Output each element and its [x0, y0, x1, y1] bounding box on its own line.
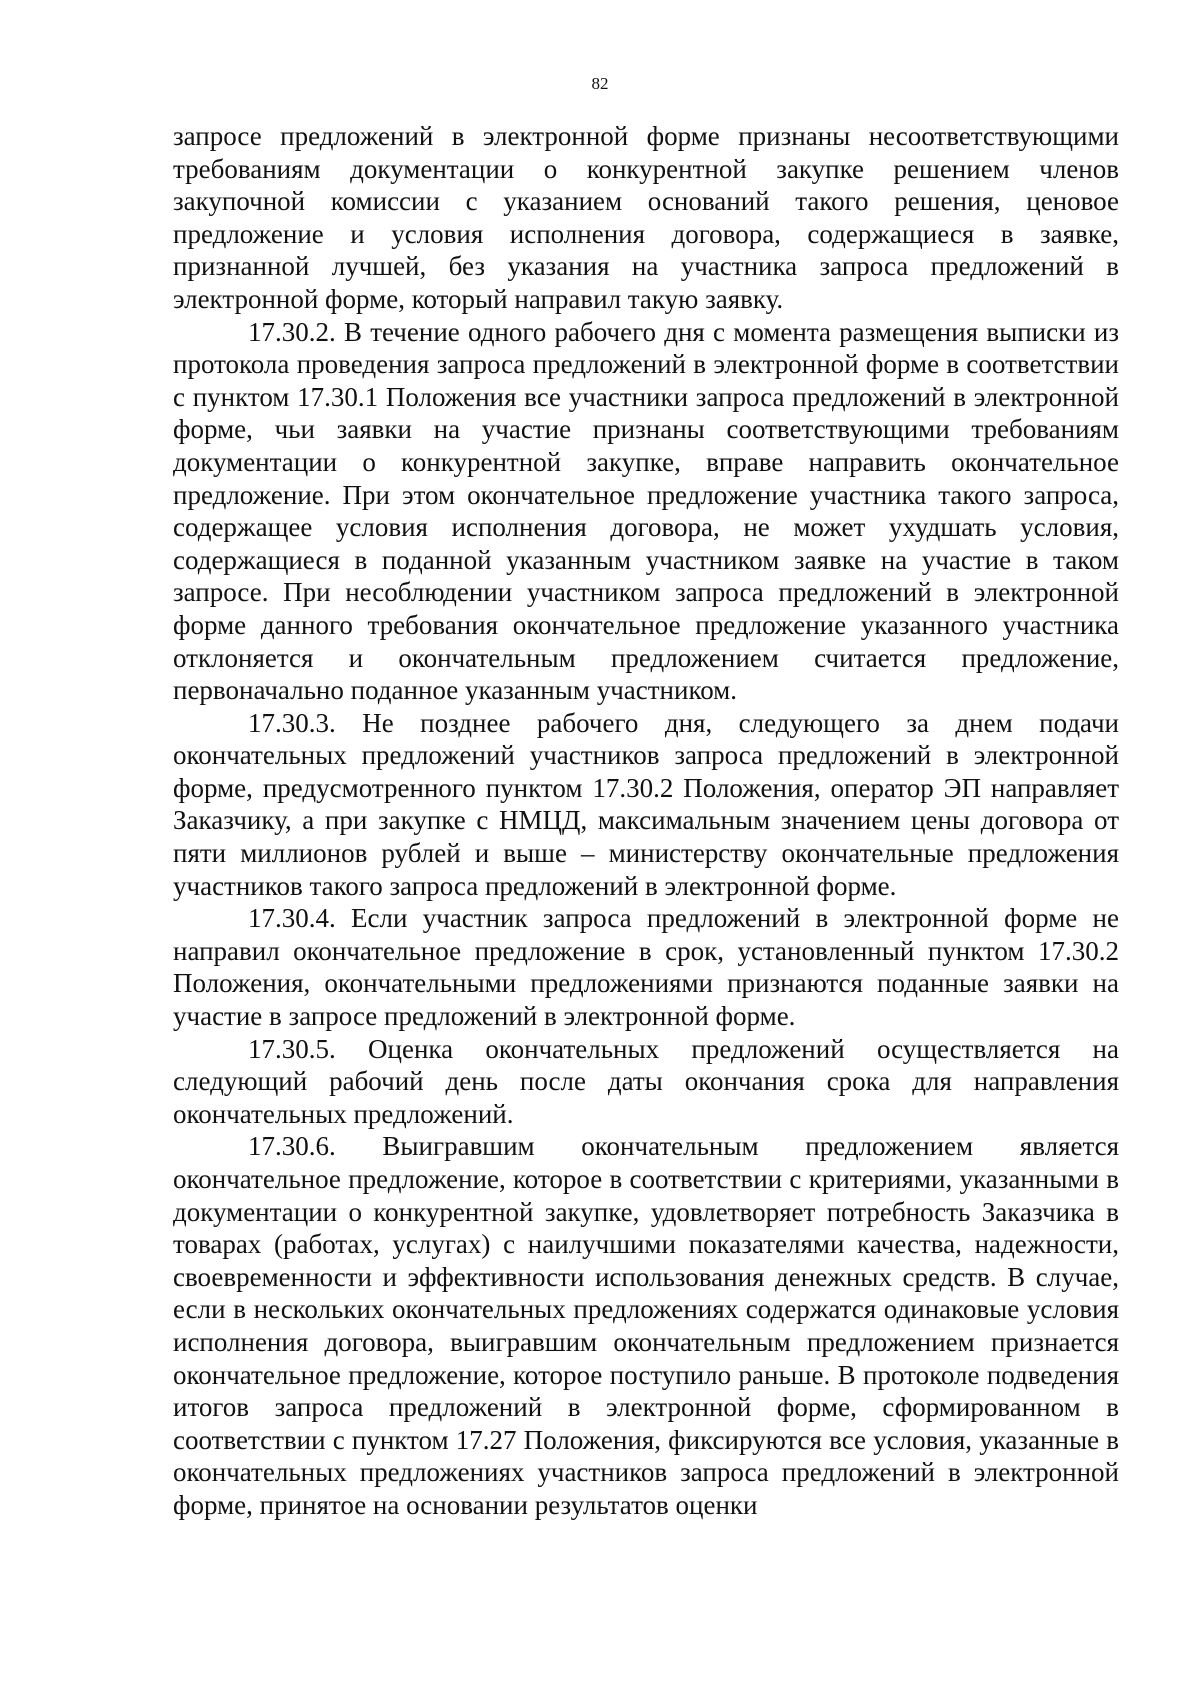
paragraph-17-30-3: 17.30.3. Не позднее рабочего дня, следующего за днем подачи окончательных предложений участников запроса предложений в электронной форме, предусмотренного пунктом 17.30.2 Положения, оператор ЭП направляет Заказчику, а при закупке с НМЦД, максимальным значением цены договора от пяти миллионов рублей и выше – министерству окончательные предложения участников такого запроса предложений в электронной форме.: [173, 707, 1119, 901]
paragraph-17-30-5: 17.30.5. Оценка окончательных предложений осуществляется на следующий рабочий день после даты окончания срока для направления окончательных предложений.: [173, 1033, 1119, 1129]
paragraph-continuation: запросе предложений в электронной форме признаны несоответствующими требованиям документации о конкурентной закупке решением членов закупочной комиссии с указанием оснований такого решения, ценовое предложение и условия исполнения договора, содержащиеся в заявке, признанной лучшей, без указания на участника запроса предложений в электронной форме, который направил такую заявку.: [173, 121, 1119, 314]
paragraph-17-30-6: 17.30.6. Выигравшим окончательным предложением является окончательное предложение, которое в соответствии с критериями, указанными в документации о конкурентной закупке, удовлетворяет потребность Заказчика в товарах (работах, услугах) с наилучшими показателями качества, надежности, своевременности и эффективности использования денежных средств. В случае, если в нескольких окончательных предложениях содержатся одинаковые условия исполнения договора, выигравшим окончательным предложением признается окончательное предложение, которое поступило раньше. В протоколе подведения итогов запроса предложений в электронной форме, сформированном в соответствии с пунктом 17.27 Положения, фиксируются все условия, указанные в окончательных предложениях участников запроса предложений в электронной форме, принятое на основании результатов оценки: [173, 1131, 1119, 1520]
page-number: 82: [591, 74, 609, 93]
paragraph-17-30-4: 17.30.4. Если участник запроса предложений в электронной форме не направил окончательное предложение в срок, установленный пунктом 17.30.2 Положения, окончательными предложениями признаются поданные заявки на участие в запросе предложений в электронной форме.: [173, 903, 1119, 1032]
document-body: [173, 120, 1119, 1522]
paragraph-17-30-2: 17.30.2. В течение одного рабочего дня с момента размещения выписки из протокола проведения запроса предложений в электронной форме в соответствии с пунктом 17.30.1 Положения все участники запроса предложений в электронной форме, чьи заявки на участие признаны соответствующими требованиям документации о конкурентной закупке, вправе направить окончательное предложение. При этом окончательное предложение участника такого запроса, содержащее условия исполнения договора, не может ухудшать условия, содержащиеся в поданной указанным участником заявке на участие в таком запросе. При несоблюдении участником запроса предложений в электронной форме данного требования окончательное предложение указанного участника отклоняется и окончательным предложением считается предложение, первоначально поданное указанным участником.: [173, 316, 1119, 706]
